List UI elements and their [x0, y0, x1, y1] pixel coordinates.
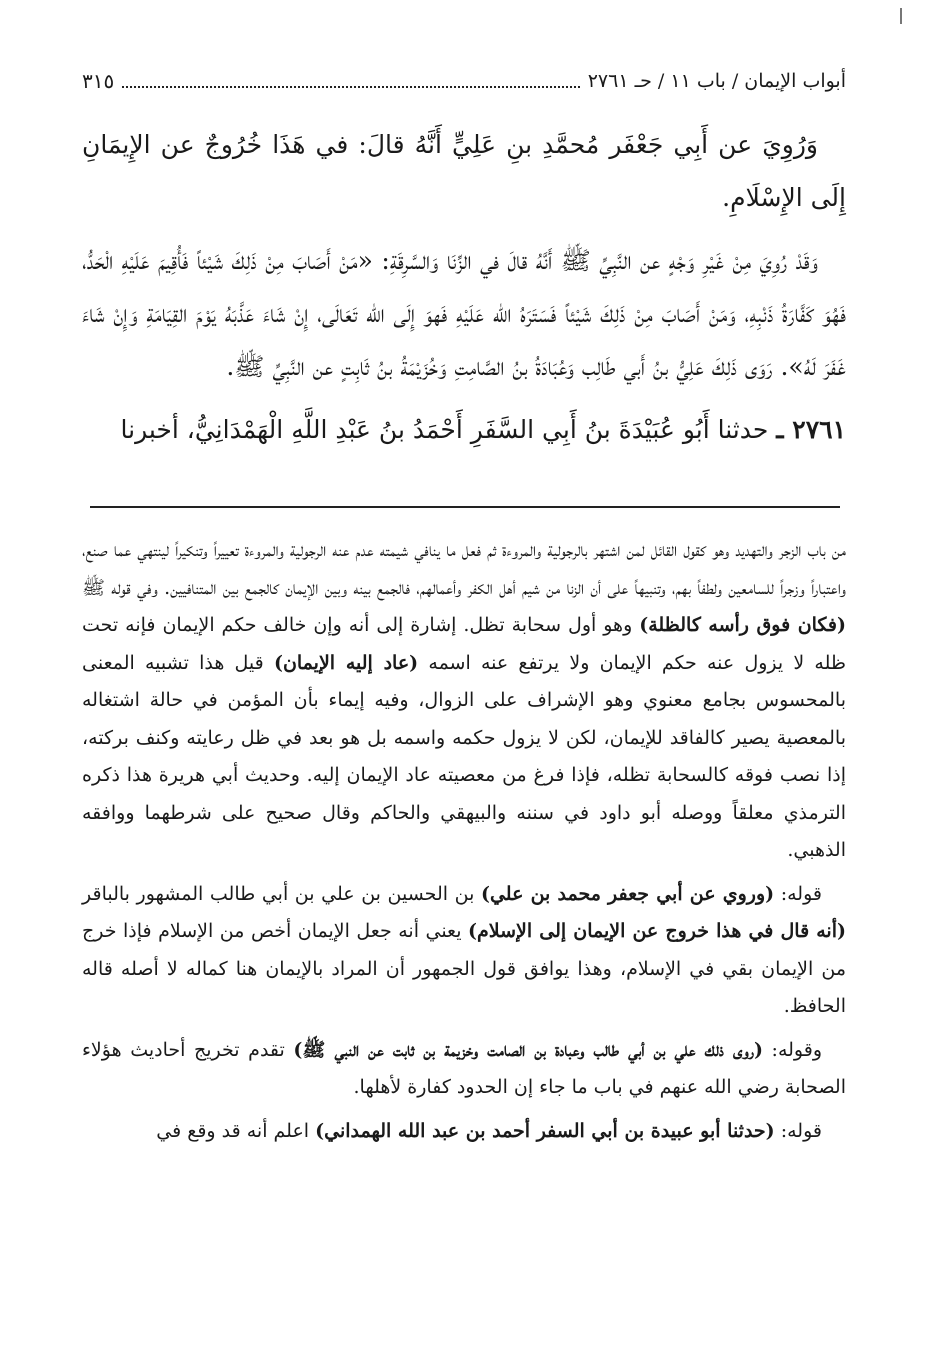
- note-quote: (أنه قال في هذا خروج عن الإيمان إلى الإسلام): [468, 920, 846, 942]
- note-paragraph-2: [82, 876, 846, 1026]
- note-lead: وقوله:: [771, 1038, 822, 1061]
- note-quote: (عاد إليه الإيمان): [273, 651, 419, 674]
- note-lead: قوله:: [780, 1119, 822, 1142]
- page-number: ٣١٥: [82, 69, 115, 93]
- note-quote: (فكان فوق رأسه كالظلة): [639, 614, 846, 636]
- running-title: أبواب الإيمان / باب ١١ / حـ ٢٧٦١: [587, 70, 846, 92]
- scan-mark: [900, 8, 902, 24]
- note-quote: (حدثنا أبو عبيدة بن أبي السفر أحمد بن عبد الله الهمداني): [315, 1119, 775, 1142]
- footnote-divider: [90, 506, 840, 508]
- main-text: [82, 118, 846, 466]
- dotted-leader: [122, 86, 579, 88]
- note-text: تقدم تخريج أحاديث هؤلاء الصحابة رضي الله عنهم في باب ما جاء إن الحدود كفارة لأهلها.: [82, 1038, 846, 1098]
- commentary: [82, 532, 846, 1156]
- note-paragraph-3: [82, 1032, 846, 1107]
- note-text: وهو أول سحابة تظل. إشارة إلى أنه وإن خالف حكم الإيمان فإنه تحت ظله لا يزول عنه حكم الإيمان ولا يرتفع عنه اسمه: [82, 614, 847, 674]
- note-quote: (روى ذلك علي بن أبي طالب وعبادة بن الصامت وخزيمة بن ثابت عن النبي ﷺ): [293, 1038, 763, 1061]
- note-paragraph-1: [82, 532, 846, 870]
- page-header: [82, 64, 846, 98]
- note-quote: (وروي عن أبي جعفر محمد بن علي): [480, 882, 775, 905]
- main-paragraph-1: وَرُوِيَ عن أَبِي جَعْفَر مُحمَّدِ بنِ عَلِيٍّ أَنَّهُ قالَ: في هَذَا خُرُوجٌ عن الإِيمَانِ إِلَى الإِسْلَامِ.: [82, 130, 846, 212]
- note-text: اعلم أنه قد وقع في: [156, 1119, 310, 1142]
- main-paragraph-2: وَقَدْ رُوِيَ مِنْ غَيْرِ وَجْهٍ عن النَّبِيِّ ﷺ أَنَّهُ قالَ في الزِّنَا وَالسَّرِقَةِ: «مَنْ أَصَابَ مِنْ ذَلِكَ شَيْئاً فَأُقِيمَ عَلَيْهِ الْحَدُّ، فَهُوَ كَفَّارَةُ ذَنْبِهِ، وَمَنْ أَصَابَ مِنْ ذَلِكَ شَيْئاً فَسَتَرَهُ الله عَلَيْهِ فَهوَ إِلَى الله تَعَالَى، إِنْ شَاءَ عَذَّبَهُ يَوْمَ القِيَامَةِ وَإِنْ شَاءَ غَفَرَ لَهُ». رَوَى ذَلِكَ عَلِيُّ بنُ أَبي طَالِب وَعُبَادَةُ بنُ الصَّامِتِ وَخُزَيْمَةُ بنُ ثَابِتٍ عن النَّبِيِّ ﷺ.: [82, 246, 846, 381]
- note-text: يعني أنه جعل الإيمان أخص من الإسلام فإذا خرج من الإيمان بقي في الإسلام، وهذا يوافق قول الجمهور أن المراد بالإيمان هنا كماله لا أصله قاله الحافظ.: [82, 920, 846, 1017]
- hadith-number: ٢٧٦١ ـ: [776, 415, 846, 444]
- note-paragraph-4: [82, 1113, 846, 1151]
- hadith-paragraph: [82, 403, 846, 456]
- note-text: بن الحسين بن علي بن أبي طالب المشهور بالباقر: [82, 882, 475, 905]
- note-lead: قوله:: [780, 882, 822, 905]
- note-text: قيل هذا تشبيه المعنى بالمحسوس بجامع معنوي وهو الإشراف على الزوال، وفيه إيماء بأن المؤمن في حالة اشتغاله بالمعصية يصير كالفاقد للإيمان، لكن لا يزول حكمه واسمه بل هو بعد في ظل رعايته وكنف بركته، إذا نصب فوقه كالسحابة تظله، فإذا فرغ من معصيته عاد الإيمان إليه. وحديث أبي هريرة هذا ذكره الترمذي معلقاً ووصله أبو داود في سننه والبيهقي والحاكم وقال صحيح على شرطهما ووافقه الذهبي.: [82, 651, 846, 861]
- hadith-text: حدثنا أَبُو عُبَيْدَةَ بنُ أَبِي السَّفَرِ أَحْمَدُ بنُ عَبْدِ اللَّهِ الْهَمْدَانِيُّ، أخبرنا: [120, 415, 769, 444]
- note-text: من باب الزجر والتهديد وهو كقول القائل لمن اشتهر بالرجولية والمروءة ثم فعل ما ينافي شيمته عدم عنه الرجولية والمروءة تعييراً وتنكيراً لينتهي عما صنع، واعتباراً وزجراً للسامعين ولطفاً بهم، وتنبيهاً على أن الزنا من شيم أهل الكفر وأعمالهم، فالجمع بينه وبين الإيمان كالجمع بين المتنافيين. وفي قوله ﷺ: [82, 539, 846, 599]
